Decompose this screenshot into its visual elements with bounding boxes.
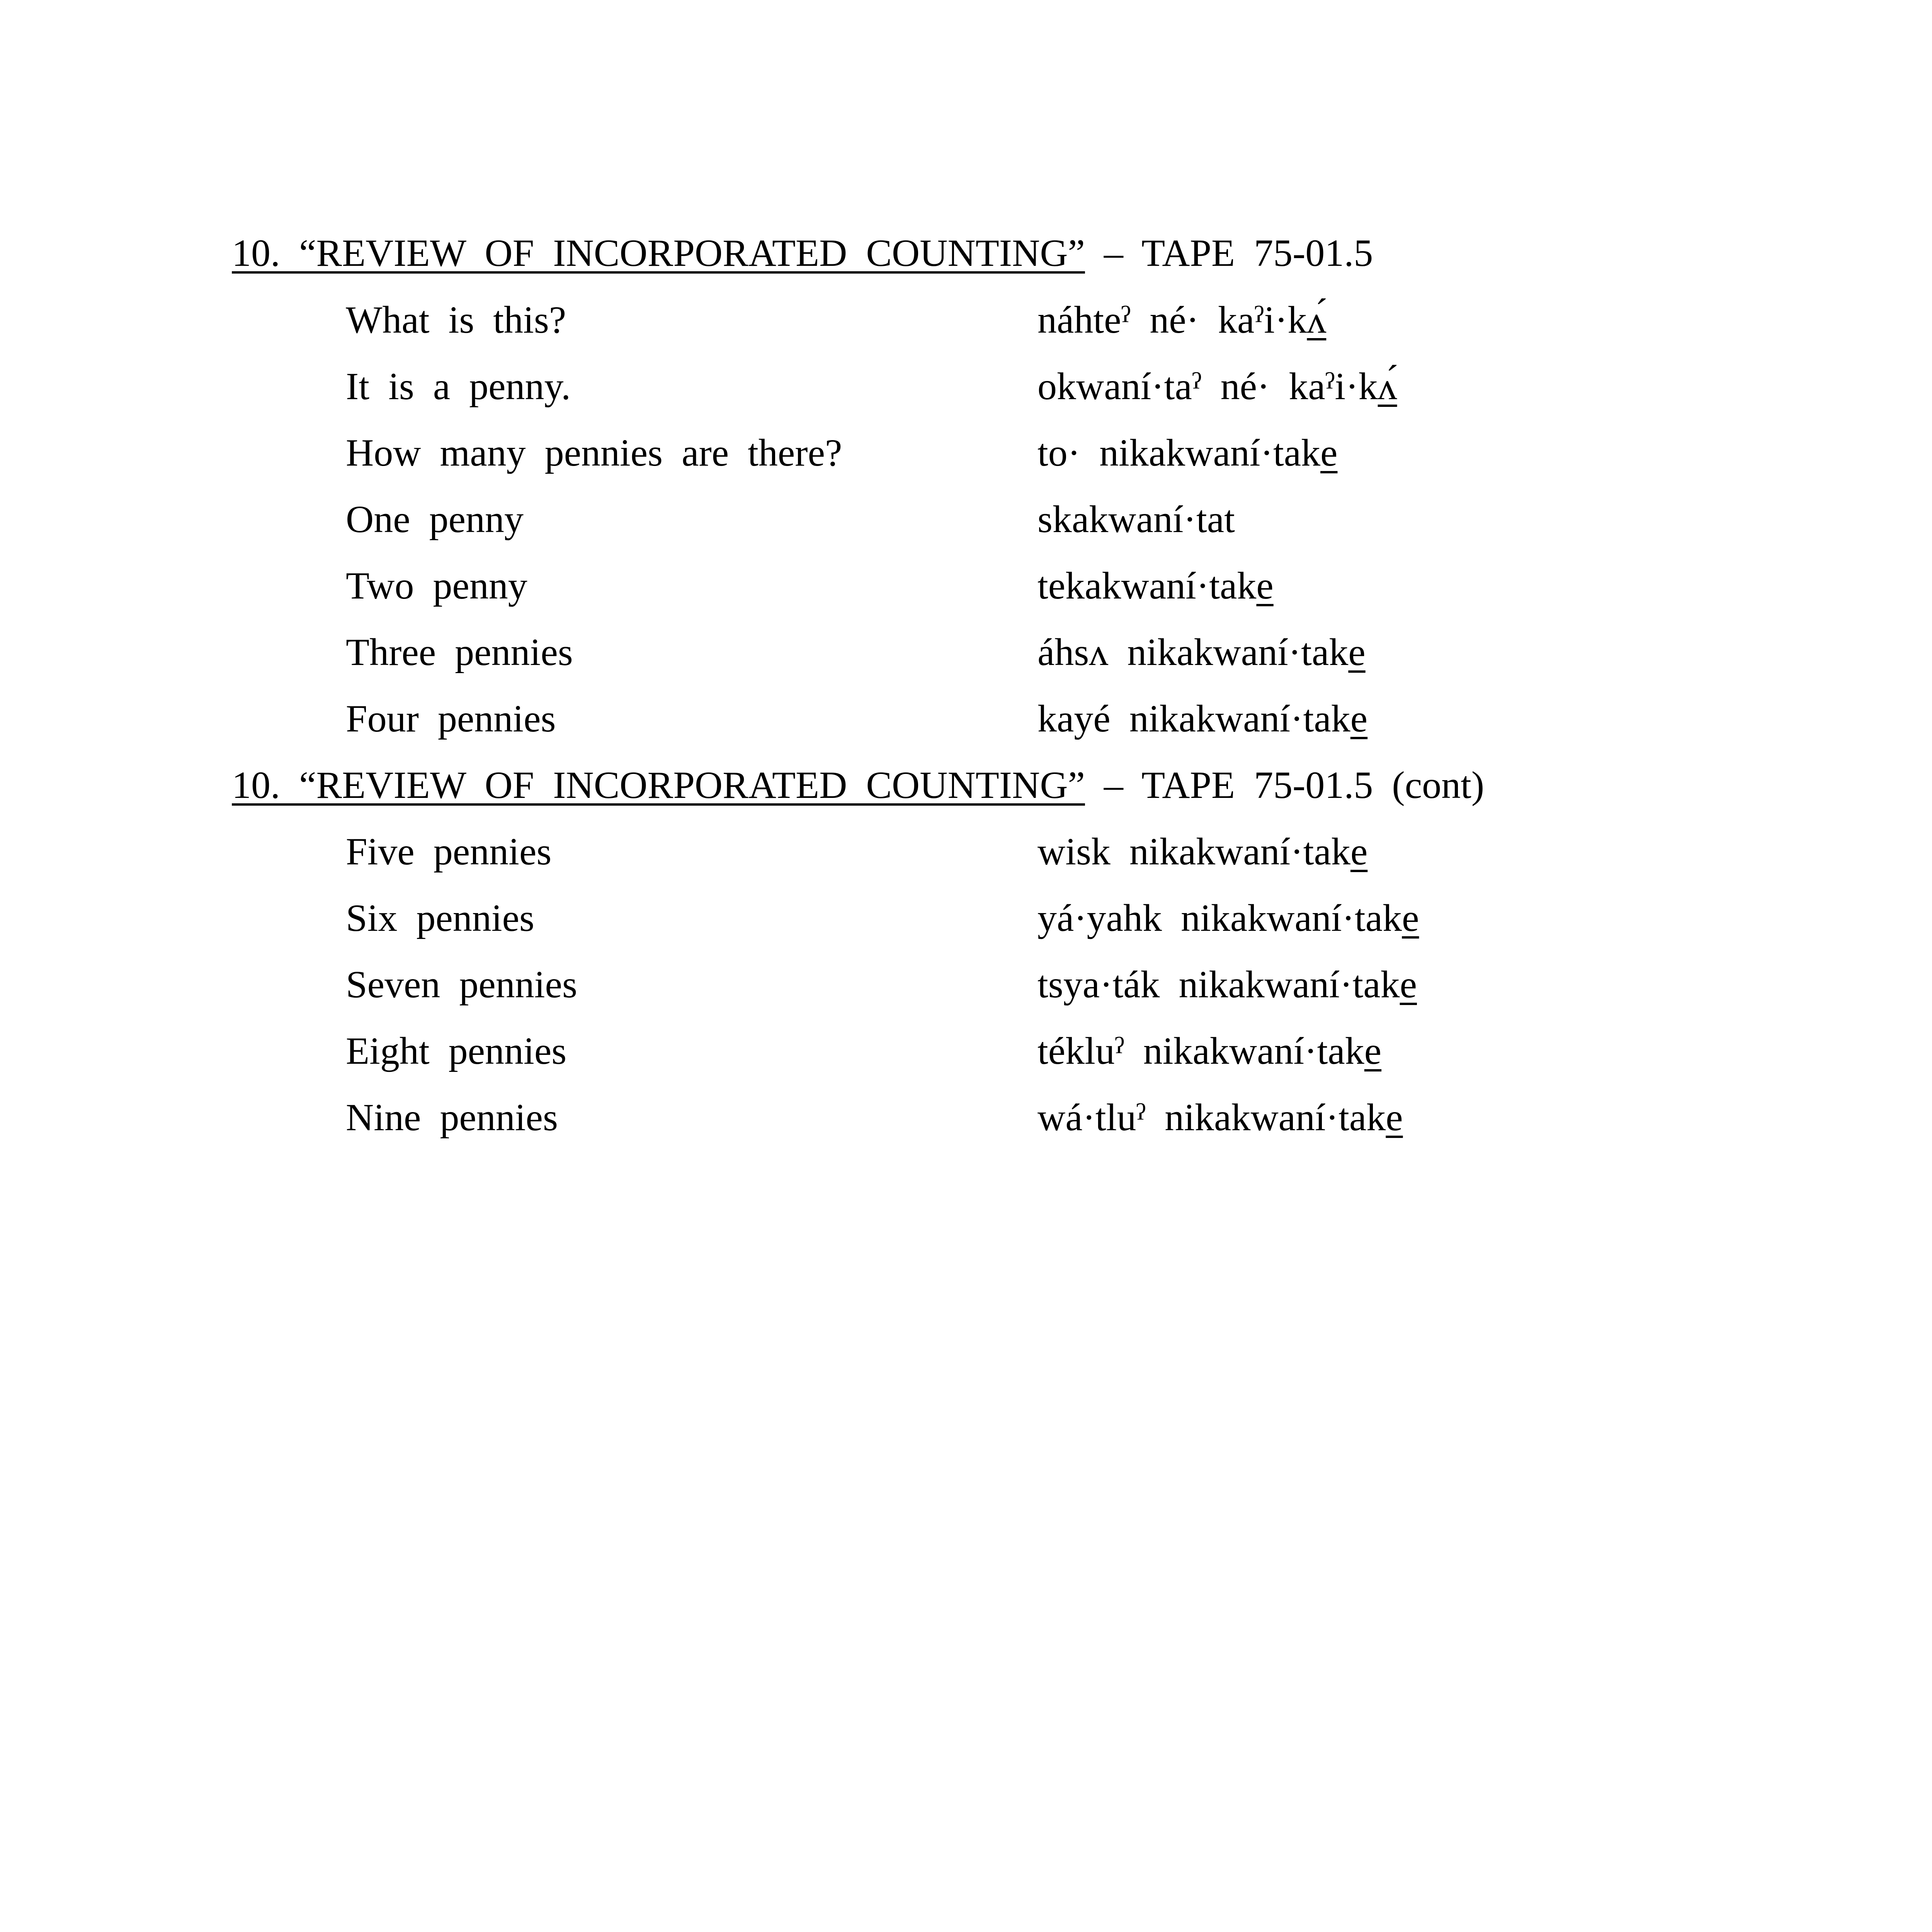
mohawk-text: skakwaní·tat [1037,498,1235,541]
section-heading-title: 10. “REVIEW OF INCORPORATED COUNTING” [232,764,1085,806]
section-heading-title: 10. “REVIEW OF INCORPORATED COUNTING” [232,231,1085,274]
mohawk-phrase [1037,828,1367,875]
mohawk-text: wisk nikakwaní·tak [1037,830,1350,873]
mohawk-text: yá·yahk nikakwaní·tak [1037,896,1402,939]
mohawk-underlined-ending: ʌ́ [1378,365,1397,408]
mohawk-underlined-ending: e [1400,963,1417,1006]
mohawk-text: tsya·ták nikakwaní·tak [1037,963,1400,1006]
mohawk-underlined-ending: ʌ́ [1307,298,1327,341]
mohawk-phrase [1037,961,1417,1008]
section-heading-tape: – TAPE 75-01.5 (cont) [1085,764,1485,806]
english-phrase: Four pennies [346,697,556,740]
mohawk-phrase [1037,496,1235,543]
mohawk-phrase [1037,563,1274,609]
mohawk-phrase [1037,1094,1403,1141]
mohawk-text: áhsʌ nikakwaní·tak [1037,631,1349,673]
english-phrase: Six pennies [346,896,534,939]
section-heading-tape: – TAPE 75-01.5 [1085,231,1373,274]
mohawk-text: tékluˀ nikakwaní·tak [1037,1029,1364,1072]
english-phrase: Five pennies [346,830,552,873]
english-phrase: Nine pennies [346,1096,558,1139]
mohawk-underlined-ending: e [1320,431,1338,474]
mohawk-phrase [1037,430,1338,476]
mohawk-text: kayé nikakwaní·tak [1037,697,1350,740]
mohawk-phrase [1037,363,1397,410]
section-heading [232,762,1484,808]
mohawk-underlined-ending: e [1350,830,1368,873]
english-phrase: How many pennies are there? [346,431,842,474]
mohawk-phrase [1037,297,1326,343]
mohawk-phrase [1037,1028,1381,1074]
mohawk-phrase [1037,629,1366,675]
mohawk-underlined-ending: e [1402,896,1419,939]
mohawk-text: tekakwaní·tak [1037,564,1257,607]
mohawk-text: to· nikakwaní·tak [1037,431,1321,474]
english-phrase: Seven pennies [346,963,577,1006]
mohawk-underlined-ending: e [1364,1029,1382,1072]
mohawk-phrase [1037,895,1419,941]
section-heading [232,230,1373,276]
mohawk-text: wá·tluˀ nikakwaní·tak [1037,1096,1386,1139]
english-phrase: One penny [346,498,524,541]
english-phrase: What is this? [346,298,566,341]
mohawk-text: okwaní·taˀ né· kaˀi·k [1037,365,1378,408]
mohawk-underlined-ending: e [1256,564,1274,607]
mohawk-phrase [1037,696,1367,742]
english-phrase: It is a penny. [346,365,571,408]
mohawk-underlined-ending: e [1386,1096,1403,1139]
english-phrase: Three pennies [346,631,573,673]
mohawk-text: náhteˀ né· kaˀi·k [1037,298,1307,341]
mohawk-underlined-ending: e [1350,697,1368,740]
mohawk-underlined-ending: e [1348,631,1366,673]
english-phrase: Two penny [346,564,527,607]
english-phrase: Eight pennies [346,1029,567,1072]
